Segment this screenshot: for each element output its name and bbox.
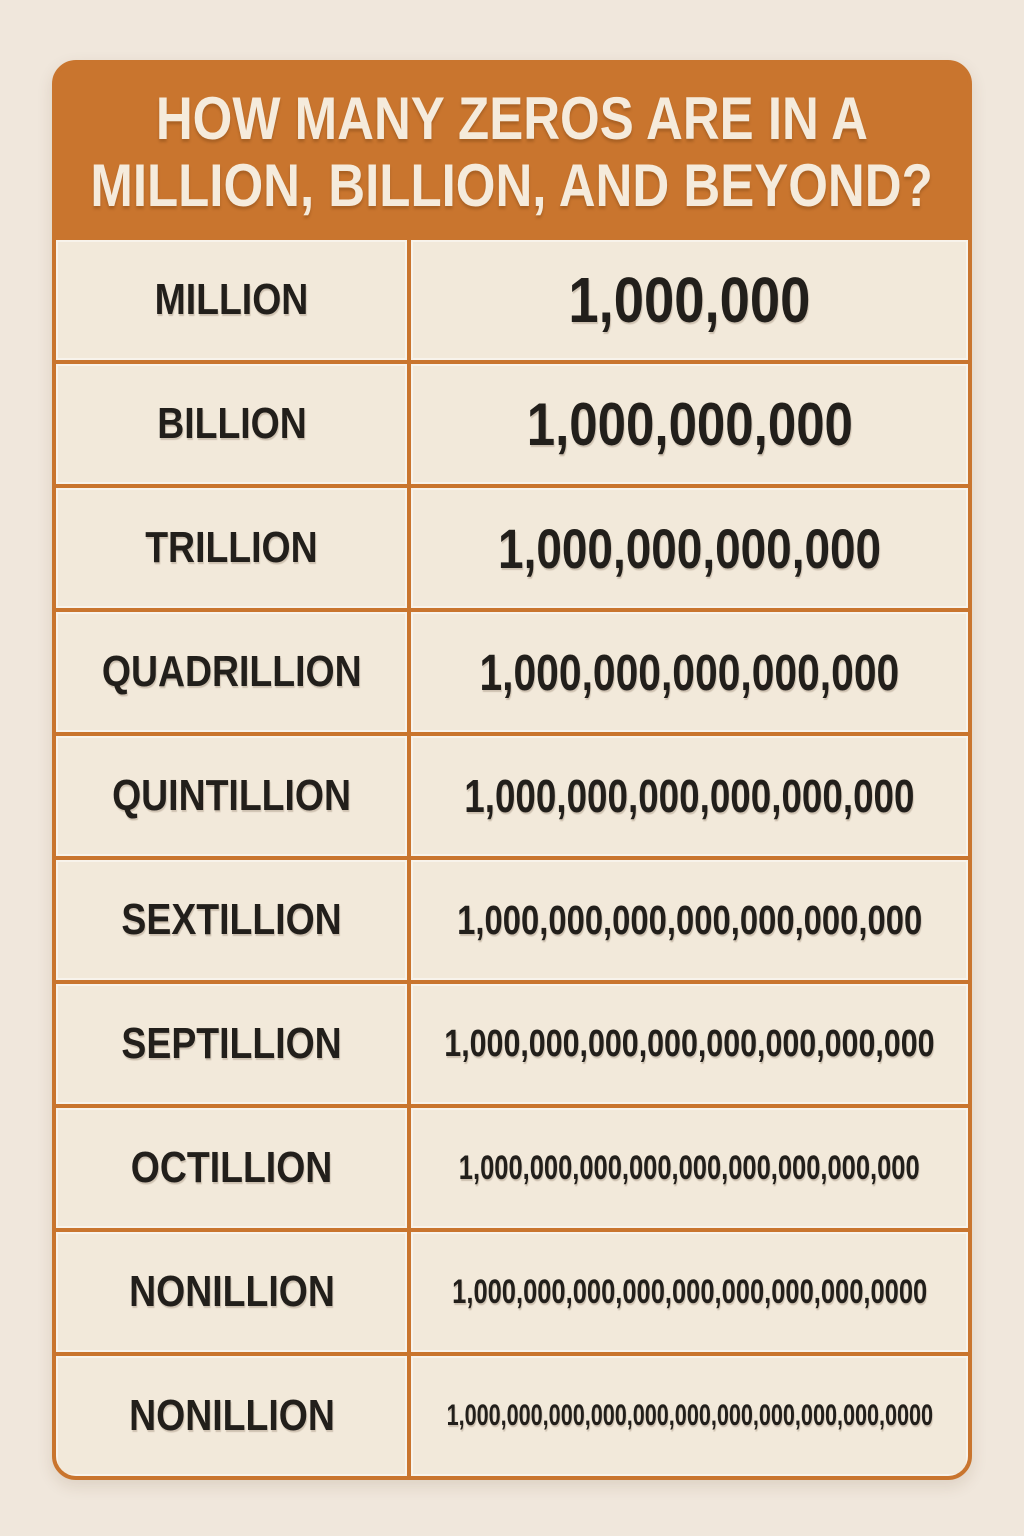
table-row	[56, 1228, 968, 1352]
page-title-line-2: MILLION, BILLION, AND BEYOND?	[90, 152, 934, 219]
number-value-cell	[411, 240, 968, 360]
number-name-cell	[56, 364, 411, 484]
number-name: SEPTILLION	[121, 1019, 342, 1068]
number-value-cell	[411, 736, 968, 856]
table-row	[56, 608, 968, 732]
zeros-table	[56, 240, 968, 1476]
table-row	[56, 360, 968, 484]
number-name-cell	[56, 860, 411, 980]
number-name: NONILLION	[128, 1391, 335, 1440]
table-row	[56, 484, 968, 608]
number-name-cell	[56, 1108, 411, 1228]
number-value-cell	[411, 1356, 968, 1476]
number-value: 1,000,000,000	[526, 390, 853, 458]
number-name-cell	[56, 612, 411, 732]
table-row	[56, 1104, 968, 1228]
number-name: OCTILLION	[130, 1143, 333, 1192]
number-name: MILLION	[154, 275, 309, 324]
number-value-cell	[411, 364, 968, 484]
number-name: TRILLION	[145, 523, 318, 572]
number-value-cell	[411, 488, 968, 608]
number-value: 1,000,000	[568, 264, 811, 336]
number-name: QUADRILLION	[101, 647, 362, 696]
number-name: NONILLION	[128, 1267, 335, 1316]
number-value: 1,000,000,000,000,000,000,000,000	[444, 1022, 935, 1065]
table-row	[56, 980, 968, 1104]
number-name-cell	[56, 736, 411, 856]
number-value-cell	[411, 860, 968, 980]
number-name: BILLION	[156, 399, 307, 448]
number-value-cell	[411, 984, 968, 1104]
number-value-cell	[411, 1232, 968, 1352]
number-value: 1,000,000,000,000,000	[479, 643, 900, 701]
number-value: 1,000,000,000,000,000,000,000	[456, 896, 923, 943]
infographic-card	[52, 60, 972, 1480]
number-value: 1,000,000,000,000,000,000,000,000,000	[459, 1148, 920, 1187]
number-value: 1,000,000,000,000,000,000,000,000,000,000,0000	[446, 1399, 933, 1432]
number-value: 1,000,000,000,000,000,000,000,000,0000	[451, 1272, 928, 1311]
number-name-cell	[56, 488, 411, 608]
number-name: QUINTILLION	[112, 771, 351, 820]
table-row	[56, 732, 968, 856]
number-name-cell	[56, 984, 411, 1104]
number-name-cell	[56, 1356, 411, 1476]
number-value-cell	[411, 612, 968, 732]
table-row	[56, 240, 968, 360]
number-name-cell	[56, 240, 411, 360]
page-title-line-1: HOW MANY ZEROS ARE IN A	[155, 84, 869, 152]
number-value-cell	[411, 1108, 968, 1228]
number-value: 1,000,000,000,000	[497, 516, 882, 580]
table-row	[56, 856, 968, 980]
number-name: SEXTILLION	[121, 895, 342, 944]
table-row	[56, 1352, 968, 1476]
card-header	[56, 64, 968, 240]
number-value: 1,000,000,000,000,000,000	[464, 770, 915, 822]
number-name-cell	[56, 1232, 411, 1352]
